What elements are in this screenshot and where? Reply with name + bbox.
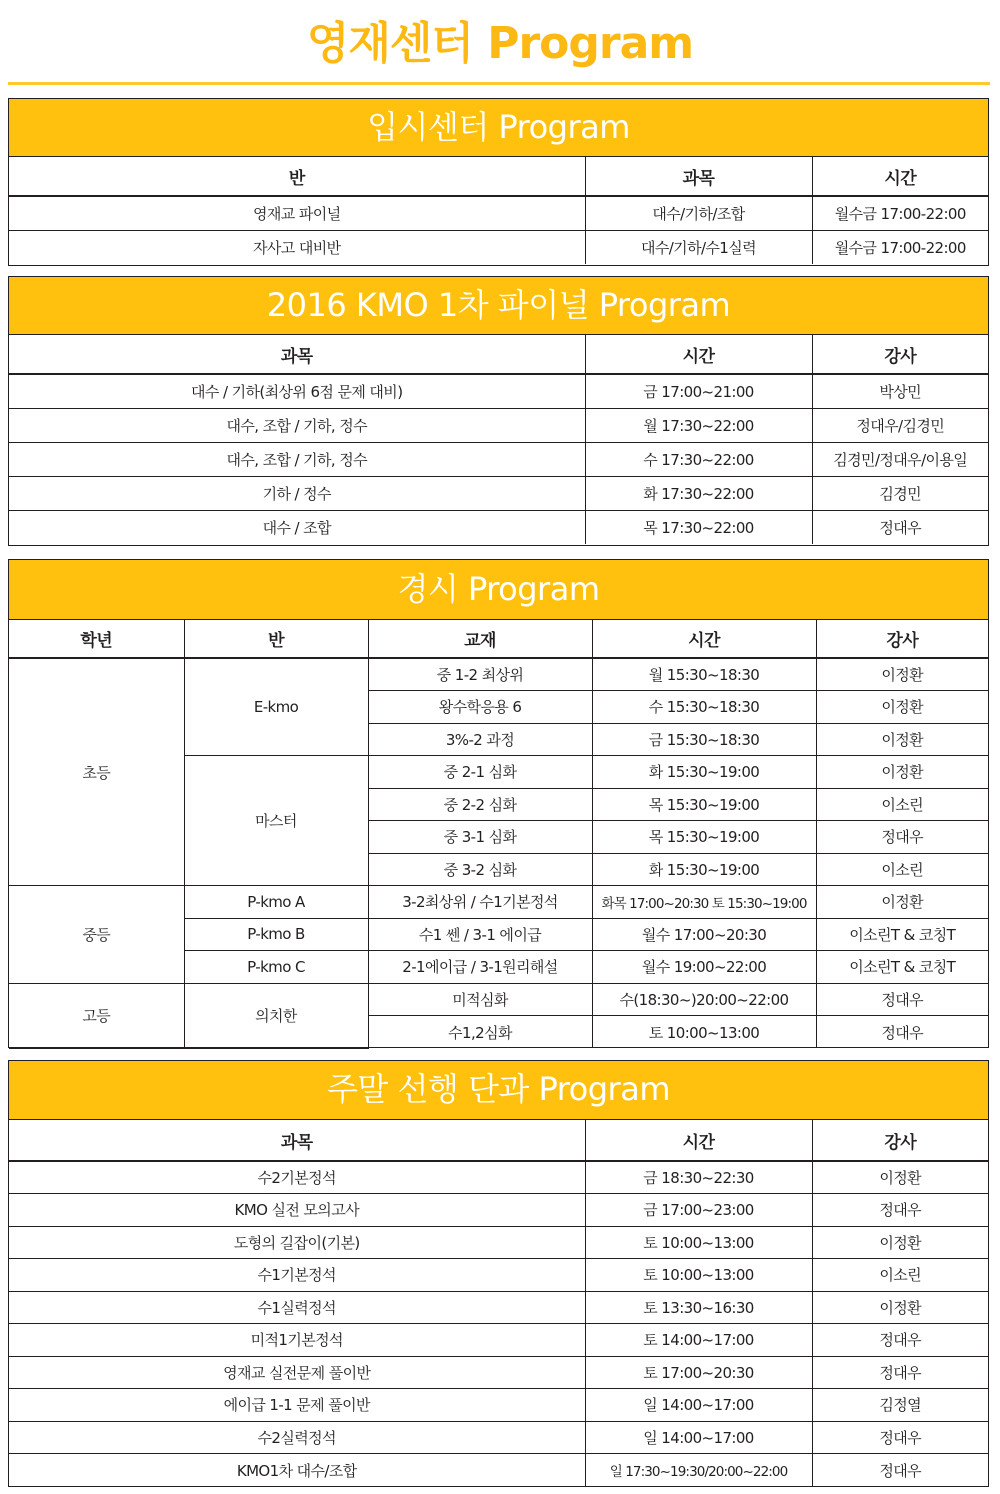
instructor-cell: 이소린T & 코칭T [816,918,988,951]
column-header: 반 [9,157,585,196]
instructor-cell: 정대우 [816,821,988,854]
textbook-cell: 수1 쎈 / 3-1 에이급 [368,918,592,951]
class-cell: 영재교 파이널 [9,196,585,230]
weekend-table [9,1120,988,1486]
time-cell: 토 10:00~13:00 [585,1226,812,1259]
column-header: 강사 [816,620,988,658]
time-cell: 수(18:30~)20:00~22:00 [592,983,816,1016]
kmo-program-section [8,276,989,546]
time-cell: 금 17:00~21:00 [585,374,812,408]
subject-cell: 대수/기하/수1실력 [585,230,812,264]
class-cell: P-kmo B [184,918,368,951]
time-cell: 토 14:00~17:00 [585,1324,812,1357]
subject-cell: 대수/기하/조합 [585,196,812,230]
column-header: 과목 [585,157,812,196]
instructor-cell: 이정환 [816,756,988,789]
textbook-cell: 미적심화 [368,983,592,1016]
time-cell: 월 15:30~18:30 [592,658,816,691]
table-row [9,1194,988,1227]
textbook-cell: 왕수학응용 6 [368,691,592,724]
textbook-cell: 중 2-2 심화 [368,788,592,821]
subject-cell: 수1기본정석 [9,1259,585,1292]
instructor-cell: 이정환 [812,1291,988,1324]
time-cell: 토 17:00~20:30 [585,1356,812,1389]
column-header: 시간 [812,157,988,196]
time-cell: 토 13:30~16:30 [585,1291,812,1324]
contest-program-section [8,559,989,1048]
instructor-cell: 이소린 [816,788,988,821]
instructor-cell: 이정환 [812,1161,988,1194]
time-cell: 월수금 17:00-22:00 [812,196,988,230]
column-header: 시간 [592,620,816,658]
table-row [9,442,988,476]
instructor-cell: 이정환 [816,658,988,691]
class-cell: E-kmo [184,658,368,756]
grade-cell: 초등 [9,658,184,886]
instructor-cell: 정대우 [816,983,988,1016]
instructor-cell: 정대우 [812,1421,988,1454]
subject-cell: KMO1차 대수/조합 [9,1454,585,1487]
textbook-cell: 중 1-2 최상위 [368,658,592,691]
table-row [9,230,988,264]
instructor-cell: 정대우 [812,1324,988,1357]
kmo-program-title: 2016 KMO 1차 파이널 Program [9,277,988,335]
subject-cell: KMO 실전 모의고사 [9,1194,585,1227]
instructor-cell: 김정열 [812,1389,988,1422]
column-header: 과목 [9,1120,585,1161]
time-cell: 목 17:30~22:00 [585,510,812,544]
textbook-cell: 중 3-1 심화 [368,821,592,854]
table-row [9,658,988,691]
textbook-cell: 3-2최상위 / 수1기본정석 [368,886,592,919]
admission-program-section [8,98,989,266]
table-row [9,1259,988,1292]
instructor-cell: 정대우/김경민 [812,408,988,442]
class-cell: 자사고 대비반 [9,230,585,264]
subject-cell: 대수, 조합 / 기하, 정수 [9,408,585,442]
column-header: 시간 [585,1120,812,1161]
time-cell: 수 15:30~18:30 [592,691,816,724]
table-row [9,886,988,919]
title-divider [8,82,990,85]
instructor-cell: 이정환 [816,886,988,919]
time-cell: 금 15:30~18:30 [592,723,816,756]
table-row [9,1454,988,1487]
subject-cell: 수2기본정석 [9,1161,585,1194]
admission-program-title: 입시센터 Program [9,99,988,157]
grade-cell: 고등 [9,983,184,1048]
class-cell: P-kmo A [184,886,368,919]
column-header: 학년 [9,620,184,658]
instructor-cell: 정대우 [812,1194,988,1227]
class-cell: 마스터 [184,756,368,886]
page-title: 영재센터 Program [306,18,694,69]
time-cell: 수 17:30~22:00 [585,442,812,476]
class-cell: 의치한 [184,983,368,1048]
time-cell: 토 10:00~13:00 [585,1259,812,1292]
table-row [9,1389,988,1422]
table-row [9,1421,988,1454]
time-cell: 일 14:00~17:00 [585,1421,812,1454]
instructor-cell: 정대우 [812,1356,988,1389]
instructor-cell: 정대우 [816,1016,988,1049]
time-cell: 금 18:30~22:30 [585,1161,812,1194]
instructor-cell: 이소린T & 코칭T [816,951,988,984]
subject-cell: 수2실력정석 [9,1421,585,1454]
subject-cell: 대수 / 조합 [9,510,585,544]
instructor-cell: 이정환 [812,1226,988,1259]
table-row [9,374,988,408]
column-header: 교재 [368,620,592,658]
instructor-cell: 정대우 [812,1454,988,1487]
table-row [9,408,988,442]
subject-cell: 영재교 실전문제 풀이반 [9,1356,585,1389]
subject-cell: 대수, 조합 / 기하, 정수 [9,442,585,476]
instructor-cell: 이소린 [812,1259,988,1292]
subject-cell: 대수 / 기하(최상위 6점 문제 대비) [9,374,585,408]
column-header: 강사 [812,1120,988,1161]
class-cell: P-kmo C [184,951,368,984]
grade-cell: 중등 [9,886,184,984]
instructor-cell: 이정환 [816,691,988,724]
column-header: 강사 [812,335,988,374]
instructor-cell: 정대우 [812,510,988,544]
time-cell: 화 15:30~19:00 [592,756,816,789]
instructor-cell: 이정환 [816,723,988,756]
instructor-cell: 박상민 [812,374,988,408]
column-header: 시간 [585,335,812,374]
column-header: 반 [184,620,368,658]
textbook-cell: 중 3-2 심화 [368,853,592,886]
contest-table [9,620,988,1049]
table-row [9,1226,988,1259]
time-cell: 화 17:30~22:00 [585,476,812,510]
time-cell: 목 15:30~19:00 [592,788,816,821]
kmo-table [9,335,988,544]
table-row [9,476,988,510]
subject-cell: 미적1기본정석 [9,1324,585,1357]
table-row [9,1161,988,1194]
table-row [9,1291,988,1324]
textbook-cell: 2-1에이급 / 3-1원리해설 [368,951,592,984]
time-cell: 금 17:00~23:00 [585,1194,812,1227]
table-row [9,510,988,544]
instructor-cell: 이소린 [816,853,988,886]
table-row [9,1356,988,1389]
weekend-program-section [8,1060,989,1487]
time-cell: 월수금 17:00-22:00 [812,230,988,264]
textbook-cell: 3%-2 과정 [368,723,592,756]
time-cell: 일 14:00~17:00 [585,1389,812,1422]
time-cell: 일 17:30~19:30/20:00~22:00 [585,1454,812,1487]
table-row [9,196,988,230]
subject-cell: 에이급 1-1 문제 풀이반 [9,1389,585,1422]
subject-cell: 수1실력정석 [9,1291,585,1324]
time-cell: 월 17:30~22:00 [585,408,812,442]
table-row [9,1324,988,1357]
contest-program-title: 경시 Program [9,560,988,620]
time-cell: 목 15:30~19:00 [592,821,816,854]
time-cell: 화목 17:00~20:30 토 15:30~19:00 [592,886,816,919]
time-cell: 월수 17:00~20:30 [592,918,816,951]
weekend-program-title: 주말 선행 단과 Program [9,1061,988,1120]
subject-cell: 기하 / 정수 [9,476,585,510]
column-header: 과목 [9,335,585,374]
time-cell: 월수 19:00~22:00 [592,951,816,984]
instructor-cell: 김경민/정대우/이용일 [812,442,988,476]
time-cell: 토 10:00~13:00 [592,1016,816,1049]
time-cell: 화 15:30~19:00 [592,853,816,886]
table-row [9,983,988,1016]
textbook-cell: 수1,2심화 [368,1016,592,1049]
instructor-cell: 김경민 [812,476,988,510]
admission-table [9,157,988,264]
textbook-cell: 중 2-1 심화 [368,756,592,789]
subject-cell: 도형의 길잡이(기본) [9,1226,585,1259]
